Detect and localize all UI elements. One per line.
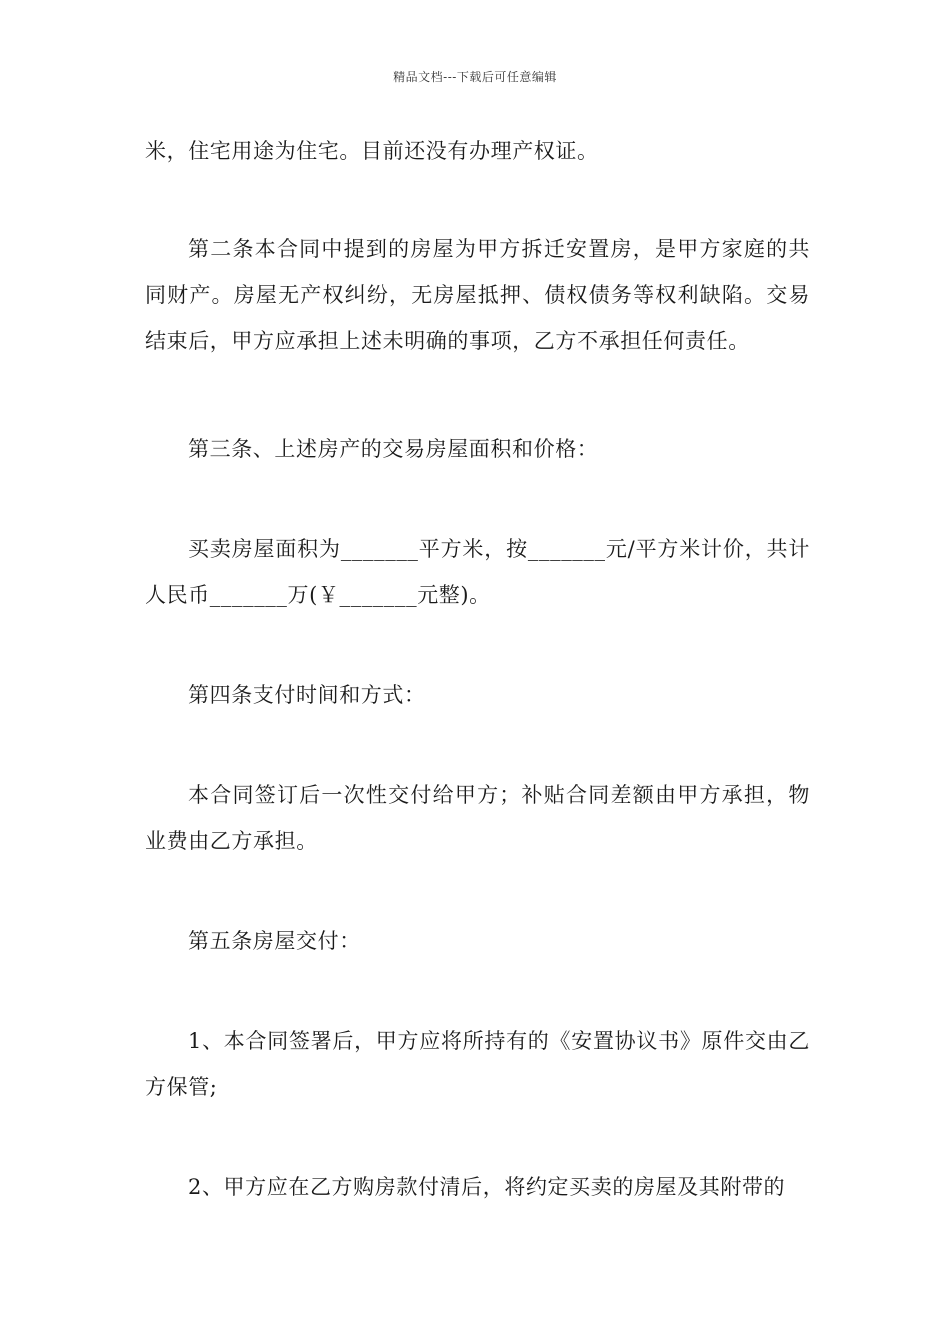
area-price-clause [145,526,810,618]
paragraph-continuation [145,128,810,174]
paragraph: 本合同签订后一次性交付给甲方；补贴合同差额由甲方承担，物业费由乙方承担。 [145,783,810,853]
paragraph: 第二条本合同中提到的房屋为甲方拆迁安置房，是甲方家庭的共同财产。房屋无产权纠纷，无房屋抵押、债权债务等权利缺陷。交易结束后，甲方应承担上述未明确的事项，乙方不承担任何责任。 [145,237,810,353]
article-three-heading [145,426,810,472]
delivery-item-one [145,1018,810,1110]
paragraph: 第五条房屋交付： [188,929,361,953]
paragraph: 米，住宅用途为住宅。目前还没有办理产权证。 [145,139,599,163]
paragraph: 买卖房屋面积为_______平方米，按_______元/平方米计价，共计人民币_______万(￥_______元整)。 [145,537,810,607]
article-five-heading [145,918,810,964]
paragraph: 第三条、上述房产的交易房屋面积和价格： [188,437,599,461]
paragraph: 第四条支付时间和方式： [188,683,426,707]
paragraph: 1、本合同签署后，甲方应将所持有的《安置协议书》原件交由乙方保管; [145,1029,810,1099]
payment-clause [145,772,810,864]
paragraph: 2、甲方应在乙方购房款付清后，将约定买卖的房屋及其附带的 [188,1175,786,1199]
article-four-heading [145,672,810,718]
page-header: 精品文档---下载后可任意编辑 [393,70,557,84]
delivery-item-two [145,1164,810,1210]
article-two [145,226,810,364]
